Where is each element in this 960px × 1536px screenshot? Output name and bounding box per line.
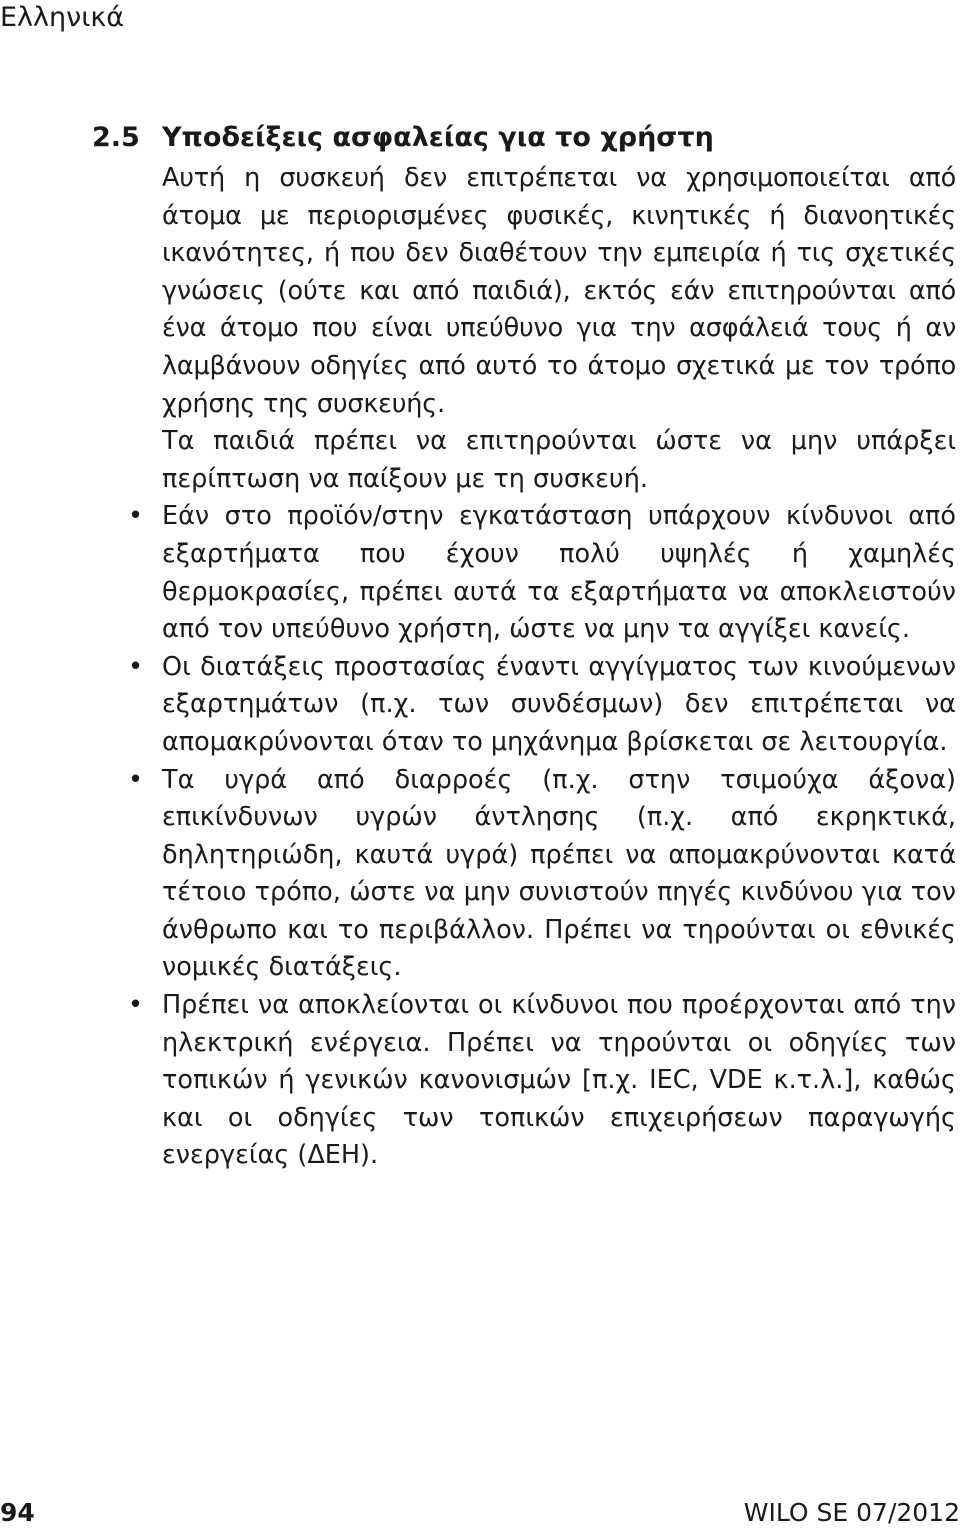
section-heading — [92, 116, 960, 160]
list-item — [128, 762, 956, 988]
document-id: WILO SE 07/2012 — [743, 1498, 960, 1527]
children-note-paragraph: Τα παιδιά πρέπει να επιτηρούνται ώστε να μην υπάρξει περίπτωση να παίξουν με τη συσκευή. — [162, 426, 956, 494]
page-footer — [0, 1498, 960, 1536]
section-number: 2.5 — [92, 122, 140, 153]
safety-section — [92, 116, 960, 1175]
page-number: 94 — [0, 1498, 35, 1527]
list-item — [128, 987, 956, 1175]
bullet-icon: • — [128, 501, 144, 532]
bullet-icon: • — [128, 990, 144, 1021]
section-title: Υποδείξεις ασφαλείας για το χρήστη — [162, 122, 714, 153]
bullet-icon: • — [128, 764, 144, 795]
list-item-text: Εάν στο προϊόν/στην εγκατάσταση υπάρχουν κίνδυνοι από εξαρτήματα που έχουν πολύ υψηλές ή χαμηλές θερμοκρασίες, πρέπει αυτά τα εξαρτήματα να αποκλειστούν από τον υπεύθυνο χρήστη, ώστε να μην τα αγγίξει κανείς. — [162, 501, 956, 645]
list-item-text: Τα υγρά από διαρροές (π.χ. στην τσιμούχα άξονα) επικίνδυνων υγρών άντλησης (π.χ. από εκρηκτικά, δηλητηριώδη, καυτά υγρά) πρέπει να απομακρύνονται κατά τέτοιο τρόπο, ώστε να μην συνιστούν πηγές κινδύνου για τον άνθρωπο και το περιβάλλον. Πρέπει να τηρούνται οι εθνικές νομικές διατάξεις. — [162, 764, 956, 983]
list-item-text: Οι διατάξεις προστασίας έναντι αγγίγματος των κινούμενων εξαρτημάτων (π.χ. των συνδέσμων) δεν επιτρέπεται να απομακρύνονται όταν το μηχάνημα βρίσκεται σε λειτουργία. — [162, 651, 956, 757]
section-body — [128, 160, 956, 1175]
bullet-icon: • — [128, 651, 144, 682]
intro-paragraph: Αυτή η συσκευή δεν επιτρέπεται να χρησιμοποιείται από άτομα με περιορισμένες φυσικές, κινητικές ή διανοητικές ικανότητες, ή που δεν διαθέτουν την εμπειρία ή τις σχετικές γνώσεις (ούτε και από παιδιά), εκτός εάν επιτηρούνται από ένα άτομο που είναι υπεύθυνο για την ασφάλειά τους ή αν λαμβάνουν οδηγίες από αυτό το άτομο σχετικά με τον τρόπο χρήσης της συσκευής. — [162, 163, 956, 419]
language-label: Ελληνικά — [0, 2, 125, 33]
list-item — [128, 649, 956, 762]
list-item — [128, 498, 956, 648]
list-item-text: Πρέπει να αποκλείονται οι κίνδυνοι που προέρχονται από την ηλεκτρική ενέργεια. Πρέπει να τηρούνται οι οδηγίες των τοπικών ή γενικών κανονισμών [π.χ. IEC, VDE κ.τ.λ.], καθώς και οι οδηγίες των τοπικών επιχειρήσεων παραγωγής ενεργείας (ΔΕΗ). — [162, 990, 956, 1171]
safety-bullet-list — [128, 498, 956, 1175]
